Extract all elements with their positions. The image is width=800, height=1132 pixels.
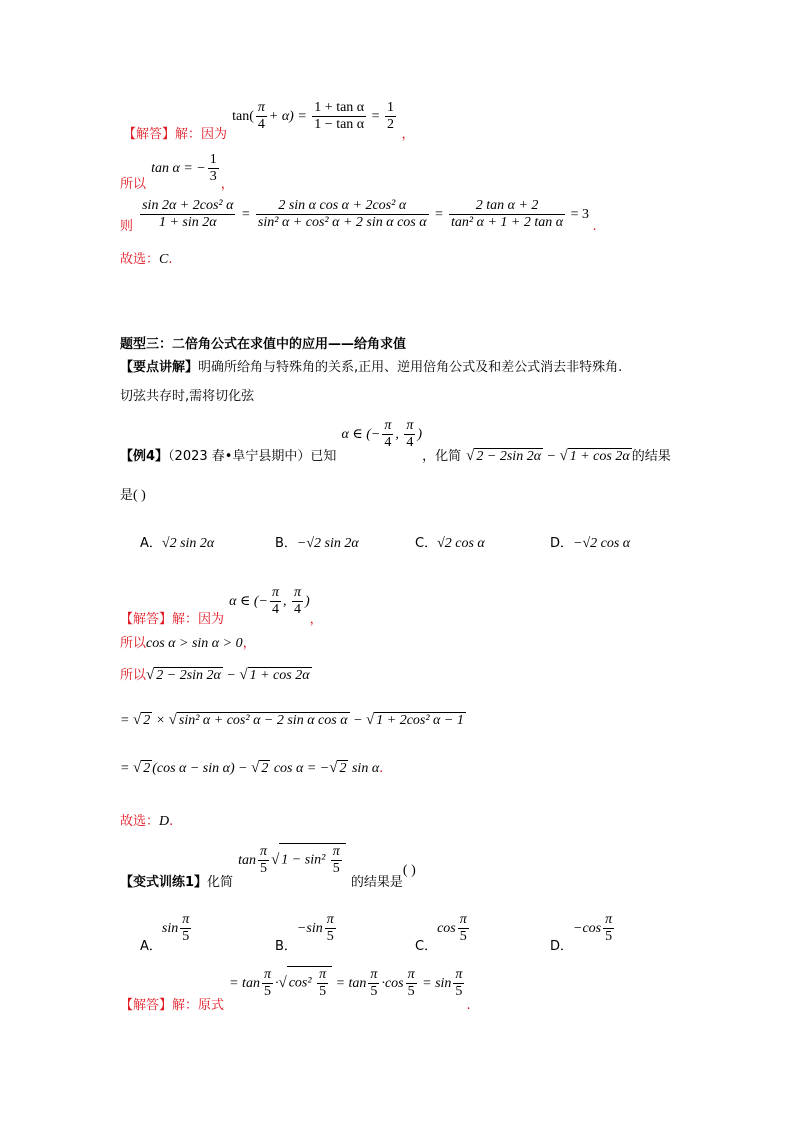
key-points-line2: 切弦共存时,需将切化弦 [120,389,255,404]
expression-line: √ 2 − 2sin 2α − √ 1 + cos 2α [146,667,310,683]
option-a[interactable]: $_{A.}$sin $\frac{\pi}{5}$ [140,912,190,954]
solution-2-row4: = √ 2 × √ sin² α + cos² α − 2 sin α cos α − √ 1 + 2cos² α − 1 [120,712,464,728]
option-a[interactable]: A．√2 sin 2α [140,536,215,551]
key-points-label: 【要点讲解】 [120,360,199,375]
answer-label: 故选： [120,252,160,267]
solution-condition: α ∈ (− $\frac{\pi}{4}$ , $\frac{\pi}{4}$ ) [229,585,310,617]
solution-2-row5: = √ 2 (cos α − sin α) − √ 2 cos α = −√ 2 sin α. [120,760,384,776]
answer-row-1: 故选：C. [120,252,173,267]
option-c[interactable]: $_{C.}$cos $\frac{\pi}{5}$ [415,912,467,954]
inequality: cos α > sin α > 0 [146,636,243,651]
solution-3-row: $_{【解答】解:原式}$ = tan $\frac{\pi}{5}$ ·√ cos² $\frac{\pi}{5}$ = tan $\frac{\pi}{5}$ ·cos $\frac{\pi}{5}$ = sin $\frac{\pi}{5}$ $_.$ [120,967,471,1013]
option-b[interactable]: B．−√2 sin 2α [275,536,359,551]
equation-tan-value: tan α = − $\frac{1}{3}$ [151,152,217,184]
example-expression: √ 2 − 2sin 2α − √ 1 + cos 2α [466,447,630,464]
option-c[interactable]: C．√2 cos α [415,536,485,551]
solution-label: 【解答】解：因为 [120,611,225,627]
variant-1-question: $_{【变式训练1】化简}$ tan $\frac{\pi}{5}$ √ 1 − sin² $\frac{\pi}{5}$ $_{的结果是}$( ) [120,844,416,890]
solution-2-row2: 所以cos α > sin α > 0， [120,636,256,651]
answer-value: C [159,252,169,267]
solution-label: 【解答】解：因为 [123,126,228,142]
solution-1-eq2-row: $_{所以}$ tan α = − $\frac{1}{3}$ $_,$ [120,152,234,192]
solution-2-row1: $_{【解答】解:因为}$ α ∈ (− $\frac{\pi}{4}$ , $\frac{\pi}{4}$ )$_,$ [120,585,323,627]
equation-tan-sum: tan( $\frac{\pi}{4}$ + α) = $\frac{\text{1 + tan α}}{\text{1 − tan α}}$ = $\frac{1}{2}$ [232,100,395,132]
answer-row-2: 故选：D. [120,814,174,829]
solution-label: 【解答】解：原式 [120,997,225,1013]
variant-expression: tan $\frac{\pi}{5}$ √ 1 − sin² $\frac{\pi}{5}$ [238,853,346,868]
option-d[interactable]: D．−√2 cos α [550,536,631,551]
answer-blank: ( ) [402,862,416,878]
answer-blank: ( ) [133,488,146,503]
solution-1-eq3-row: $_则$ $\frac{\text{sin 2α + 2cos² α}}{1 + \sin 2\alpha}$ = $\frac{\text{2 sin α cos α + 2cos² α}}{\text{sin² α + cos² α + 2 sin α cos α}}$ = $\frac{\text{2 tan α + 2}}{\text{tan² α + 1 + 2 tan α}}$ = 3 $_.$ [120,198,597,234]
example-4-question: $_{【例4】(2023 春•阜宁县期中)已知}$ α ∈ (− $\frac{\pi}{4}$ , $\frac{\pi}{4}$ )$_{,化简}$ √ 2 − 2sin 2α − √ 1 + cos 2α $_{的结果}$ [120,418,671,464]
solution-3-expression: = tan $\frac{\pi}{5}$ ·√ cos² $\frac{\pi}{5}$ = tan $\frac{\pi}{5}$ ·cos $\frac{\pi}{5}$ = sin $\frac{\pi}{5}$ [229,967,463,999]
variant-label: 【变式训练1】 [120,874,208,890]
solution-1-eq1-row [123,100,415,142]
answer-value: D [159,814,170,829]
example-condition: α ∈ (− $\frac{\pi}{4}$ , $\frac{\pi}{4}$ ) [341,418,423,450]
example-source: （2023 春•阜宁县期中）已知 [168,448,337,464]
key-points [120,356,622,375]
comma: ， [401,126,415,142]
so-label: 所以 [120,176,147,192]
equation-chain: $\frac{\text{sin 2α + 2cos² α}}{1 + \sin 2\alpha}$ = $\frac{\text{2 sin α cos α + 2cos² α}}{\text{sin² α + cos² α + 2 sin α cos α}}$ = $\frac{\text{2 tan α + 2}}{\text{tan² α + 1 + 2 tan α}}$ = 3 [142,198,590,230]
option-b[interactable]: $_{B.}$−sin $\frac{\pi}{5}$ [275,912,334,954]
option-d[interactable]: $_{D.}$−cos $\frac{\pi}{5}$ [550,912,613,954]
key-points-text: 明确所给角与特殊角的关系,正用、逆用倍角公式及和差公式消去非特殊角. [198,360,623,375]
then-label: 则 [120,218,134,234]
solution-2-row3: 所以√ 2 − 2sin 2α − √ 1 + cos 2α [120,667,310,683]
example-4-line2: 是( ) [120,488,146,503]
example-label: 【例4】 [120,448,169,464]
section-title: 题型三：二倍角公式在求值中的应用——给角求值 [120,337,407,352]
